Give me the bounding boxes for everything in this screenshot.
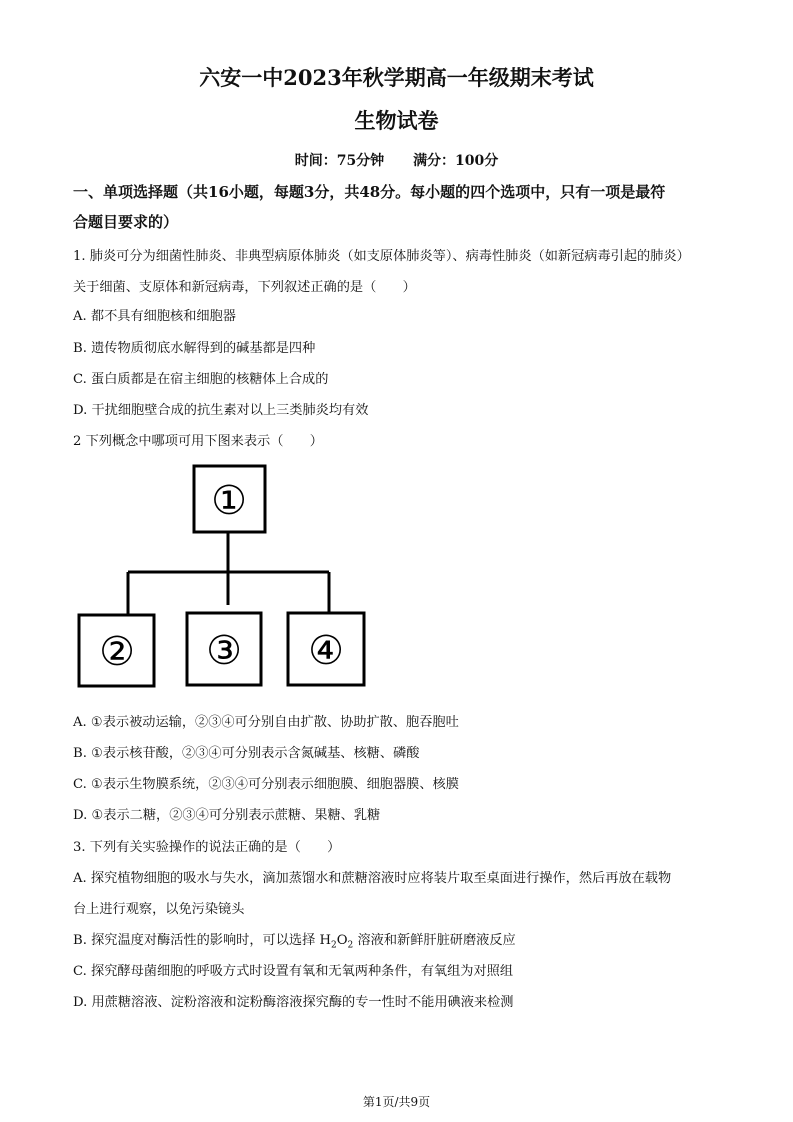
diagram-label-right: ④ <box>308 628 344 674</box>
q1-option-d: D. 干扰细胞壁合成的抗生素对以上三类肺炎均有效 <box>73 403 369 418</box>
q3-option-a-line2: 台上进行观察，以免污染镜头 <box>73 902 245 917</box>
q3-option-a-line1: A. 探究植物细胞的吸水与失水，滴加蒸馏水和蔗糖溶液时应将装片取至桌面进行操作，然后再放在载物 <box>73 871 672 886</box>
q1-option-c: C. 蛋白质都是在宿主细胞的核糖体上合成的 <box>73 372 329 387</box>
q3-stem: 3. 下列有关实验操作的说法正确的是（ ） <box>73 840 341 855</box>
exam-score: 满分：100分 <box>413 153 499 169</box>
q3-option-b-sub1: 2 <box>330 940 337 951</box>
exam-title: 六安一中2023年秋学期高一年级期末考试 <box>199 65 594 90</box>
q1-stem-line2: 关于细菌、支原体和新冠病毒，下列叙述正确的是（ ） <box>73 280 416 295</box>
q1-stem-line1: 1. 肺炎可分为细菌性肺炎、非典型病原体肺炎（如支原体肺炎等）、病毒性肺炎（如新冠病毒引起的肺炎） <box>73 249 690 264</box>
diagram-label-top: ① <box>211 478 247 524</box>
q3-option-d: D. 用蔗糖溶液、淀粉溶液和淀粉酶溶液探究酶的专一性时不能用碘液来检测 <box>73 995 514 1010</box>
q1-option-a: A. 都不具有细胞核和细胞器 <box>73 309 236 324</box>
section-heading-line1: 一、单项选择题（共16小题，每题3分，共48分。每小题的四个选项中，只有一项是最符 <box>73 183 666 201</box>
q1-option-b: B. 遗传物质彻底水解得到的碱基都是四种 <box>73 341 316 356</box>
q3-option-b-mid: O <box>336 933 348 948</box>
q3-option-b <box>73 929 516 951</box>
q3-option-c: C. 探究酵母菌细胞的呼吸方式时设置有氧和无氧两种条件，有氧组为对照组 <box>73 964 514 979</box>
q2-option-c: C. ①表示生物膜系统，②③④可分别表示细胞膜、细胞器膜、核膜 <box>73 777 459 792</box>
exam-time: 时间：75分钟 <box>294 153 385 169</box>
exam-subtitle: 生物试卷 <box>354 108 439 133</box>
diagram-label-middle: ③ <box>206 628 242 674</box>
q3-option-b-post: 溶液和新鲜肝脏研磨液反应 <box>353 933 516 948</box>
q2-option-b: B. ①表示核苷酸，②③④可分别表示含氮碱基、核糖、磷酸 <box>73 746 420 761</box>
q3-option-b-sub2: 2 <box>347 940 354 951</box>
q2-stem: 2 下列概念中哪项可用下图来表示（ ） <box>73 434 323 449</box>
section-heading-line2: 合题目要求的） <box>73 213 179 231</box>
q3-option-b-pre: B. 探究温度对酶活性的影响时，可以选择 H <box>73 933 331 948</box>
page-footer: 第1页/共9页 <box>362 1095 431 1109</box>
q2-option-d: D. ①表示二糖，②③④可分别表示蔗糖、果糖、乳糖 <box>73 808 381 823</box>
q2-option-a: A. ①表示被动运输，②③④可分别自由扩散、协助扩散、胞吞胞吐 <box>73 715 459 730</box>
diagram-label-left: ② <box>99 629 135 675</box>
